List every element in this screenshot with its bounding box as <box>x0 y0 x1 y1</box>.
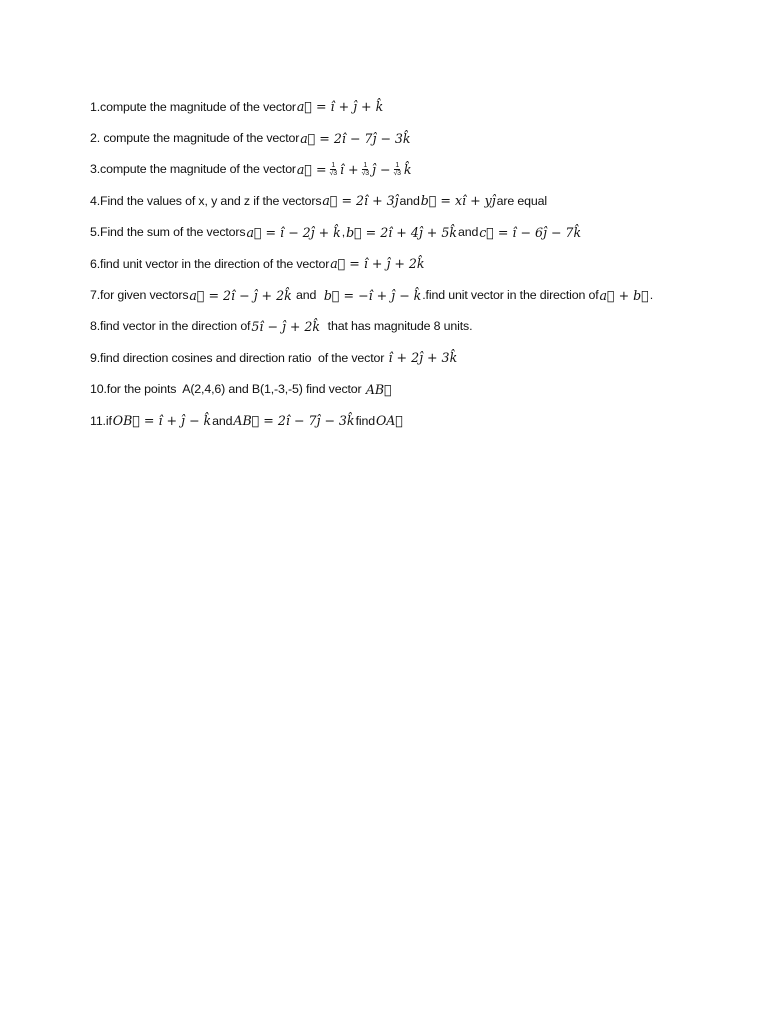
question-1 <box>90 91 730 122</box>
vector-expression: b⃗ = −î + ĵ − k̂ <box>323 287 422 303</box>
question-4 <box>90 185 730 216</box>
question-text: find <box>355 413 375 428</box>
question-9 <box>90 342 730 373</box>
question-text: that has magnitude 8 units. <box>321 319 473 334</box>
question-8 <box>90 311 730 342</box>
vector-expression: 5î − ĵ + 2k̂ <box>251 318 321 334</box>
fraction: $\frac{1}{√3}$ <box>361 161 370 177</box>
question-text: 1.compute the magnitude of the vector <box>90 99 296 114</box>
vector-expression: ĵ − <box>372 161 391 177</box>
vector-expression: OB⃗ = î + ĵ − k̂ <box>112 413 212 429</box>
question-3 <box>90 154 730 185</box>
question-5 <box>90 217 730 248</box>
vector-expression: k̂ <box>403 161 412 177</box>
vector-expression: î + 2ĵ + 3k̂ <box>388 350 458 366</box>
vector-expression: AB⃗ = 2î − 7ĵ − 3k̂ <box>233 413 355 429</box>
vector-expression: a⃗ = î + ĵ + k̂ <box>296 99 384 115</box>
vector-expression: AB⃗ <box>365 381 392 397</box>
vector-expression: b⃗ = 2î + 4ĵ + 5k̂ <box>346 224 457 240</box>
question-text: 5.Find the sum of the vectors <box>90 225 246 240</box>
vector-expression: a⃗ = î − 2ĵ + k̂ <box>246 224 341 240</box>
vector-expression: a⃗ = î + ĵ + 2k̂ <box>330 256 425 272</box>
question-text: and <box>212 413 233 428</box>
question-text: 11.if <box>90 413 112 428</box>
fraction: $\frac{1}{√3}$ <box>393 161 401 177</box>
question-list <box>90 91 730 436</box>
question-10 <box>90 374 730 405</box>
vector-expression: î + <box>339 161 359 177</box>
question-text: and <box>457 225 479 240</box>
question-text: . <box>649 288 654 303</box>
vector-expression: c⃗ = î − 6ĵ − 7k̂ <box>479 224 582 240</box>
question-text: 9.find direction cosines and direction ratio of the vector <box>90 350 388 365</box>
question-text: 4.Find the values of x, y and z if the vectors <box>90 193 322 208</box>
vector-expression: OA⃗ <box>375 413 403 429</box>
question-text: 6.find unit vector in the direction of the vector <box>90 256 330 271</box>
question-text: 8.find vector in the direction of <box>90 319 251 334</box>
question-text: 7.for given vectors <box>90 288 189 303</box>
question-text: are equal <box>496 193 547 208</box>
question-text: .find unit vector in the direction of <box>422 288 599 303</box>
question-7 <box>90 279 730 310</box>
question-11 <box>90 405 730 436</box>
vector-expression: a⃗ = <box>296 161 327 177</box>
vector-expression: a⃗ = 2î − ĵ + 2k̂ <box>189 287 292 303</box>
vector-expression: a⃗ + b⃗ <box>599 287 649 303</box>
vector-expression: b⃗ = xî + yĵ <box>420 193 496 209</box>
question-text: 3.compute the magnitude of the vector <box>90 162 296 177</box>
question-text: 10.for the points A(2,4,6) and B(1,-3,-5) find vector <box>90 382 365 397</box>
fraction: $\frac{1}{√3}$ <box>329 161 337 177</box>
question-2 <box>90 122 730 153</box>
question-text: and <box>399 193 420 208</box>
vector-expression: a⃗ = 2î + 3ĵ <box>322 193 399 209</box>
question-text: and <box>292 288 323 303</box>
question-6 <box>90 248 730 279</box>
vector-expression: a⃗ = 2î − 7ĵ − 3k̂ <box>300 130 411 146</box>
question-text: 2. compute the magnitude of the vector <box>90 131 300 146</box>
question-text: , <box>341 225 346 240</box>
